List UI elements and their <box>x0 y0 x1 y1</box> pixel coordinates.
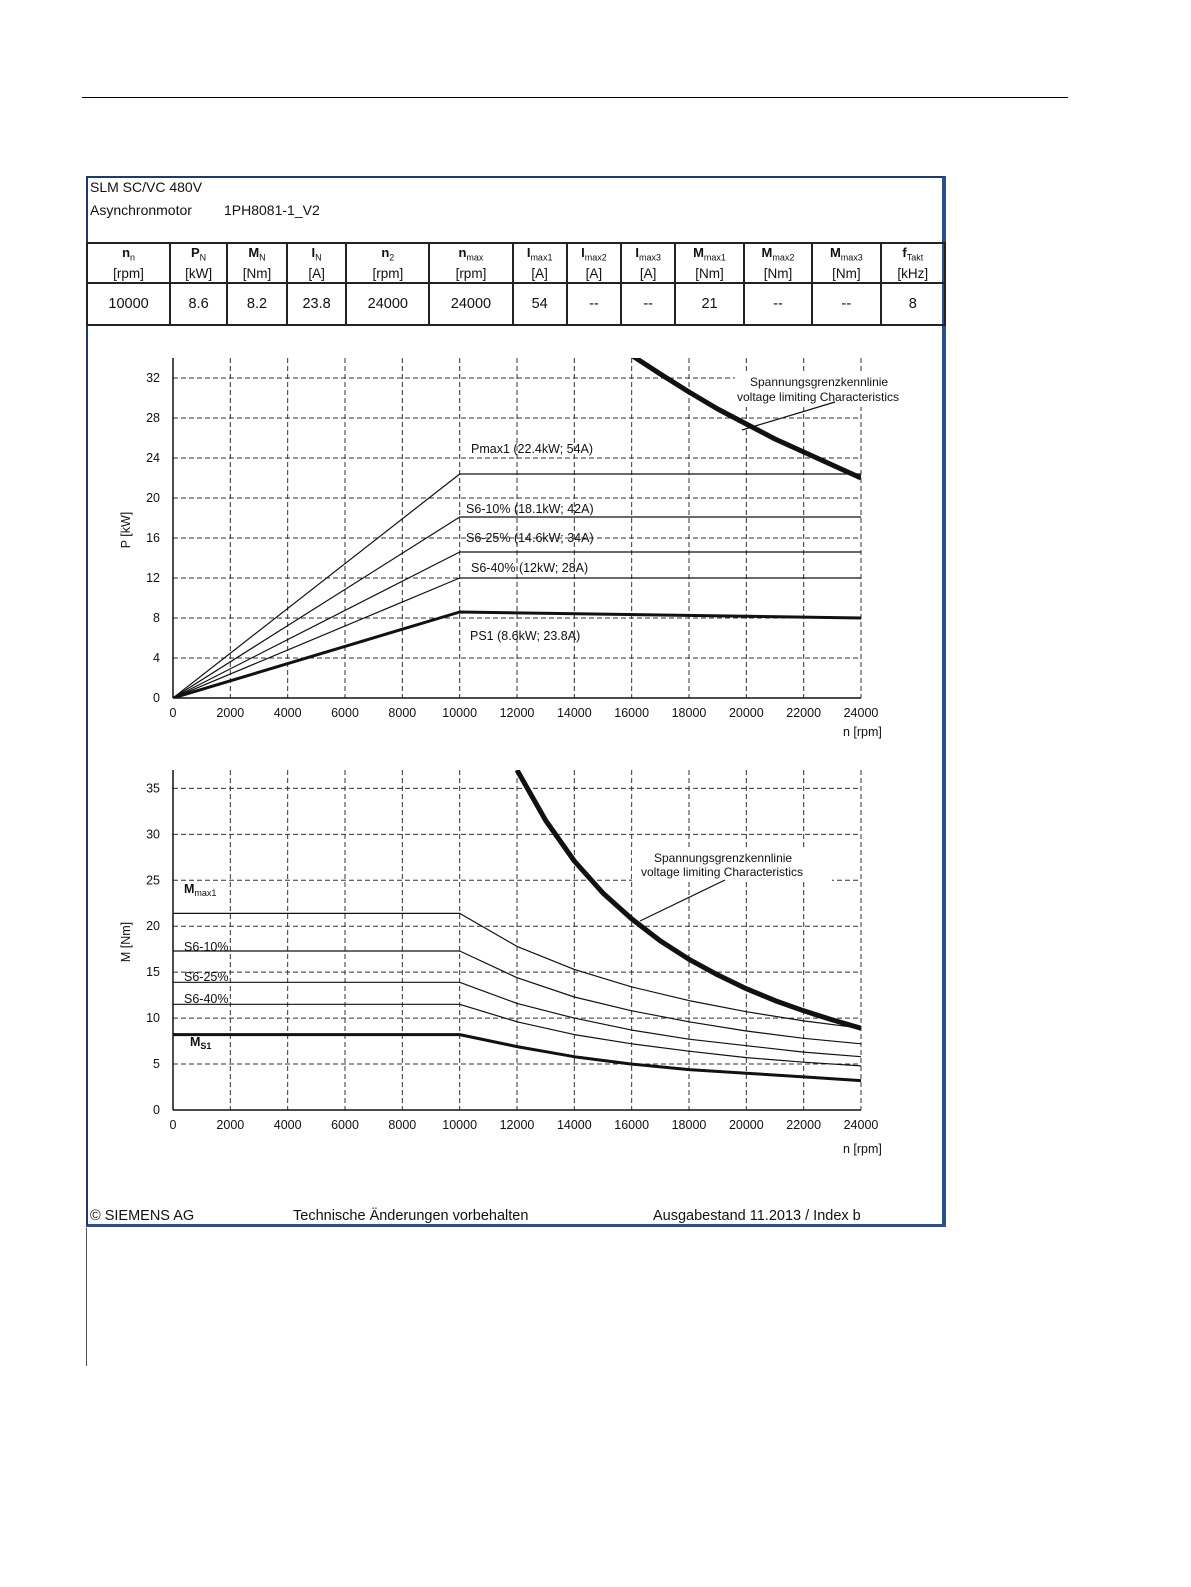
spec-symbol-5: $n_{max}$ <box>429 243 512 264</box>
y-axis-label: M [Nm] <box>119 921 133 963</box>
x-axis-label: n [rpm] <box>843 725 882 739</box>
x-tick-label-3: 6000 <box>331 1118 359 1132</box>
y-tick-label-5: 25 <box>146 873 160 888</box>
motor-type: Asynchronmotor <box>90 202 192 218</box>
torque-chart <box>119 770 882 1156</box>
y-tick-label-6: 24 <box>146 451 160 465</box>
x-tick-label-9: 18000 <box>671 706 707 720</box>
y-tick-label-4: 20 <box>146 919 160 934</box>
spec-value-11: -- <box>812 283 880 325</box>
spec-unit-9: [Nm] <box>675 264 743 283</box>
spec-unit-6: [A] <box>513 264 567 283</box>
x-tick-label-12: 24000 <box>843 1118 879 1132</box>
y-tick-label-8: 32 <box>146 371 160 385</box>
spec-symbol-8: $I_{max3}$ <box>621 243 675 264</box>
y-tick-label-3: 15 <box>146 965 160 980</box>
spec-value-1: 8.6 <box>170 283 227 325</box>
series-label-3: S6-40% (12kW; 28A) <box>471 561 589 575</box>
series-label-1: S6-10% (18.1kW; 42A) <box>466 502 594 516</box>
x-tick-label-3: 6000 <box>331 706 359 720</box>
x-tick-label-1: 2000 <box>216 706 245 720</box>
y-tick-label-1: 4 <box>153 651 160 665</box>
series-line-4 <box>173 1035 861 1081</box>
spec-value-6: 54 <box>513 283 567 325</box>
spec-value-2: 8.2 <box>227 283 287 325</box>
x-tick-label-2: 4000 <box>273 706 302 720</box>
spec-value-12: 8 <box>881 283 945 325</box>
spec-unit-2: [Nm] <box>227 264 287 283</box>
x-tick-label-12: 24000 <box>843 706 879 720</box>
spec-symbol-7: $I_{max2}$ <box>567 243 621 264</box>
footer-copyright: © SIEMENS AG <box>90 1208 195 1224</box>
y-tick-label-1: 5 <box>153 1057 160 1072</box>
spec-symbol-10: $M_{max2}$ <box>744 243 812 264</box>
spec-unit-1: [kW] <box>170 264 227 283</box>
spec-value-10: -- <box>744 283 812 325</box>
y-tick-label-4: 16 <box>146 531 160 545</box>
x-tick-label-0: 0 <box>169 1118 177 1132</box>
y-tick-label-2: 8 <box>153 611 160 625</box>
spec-unit-7: [A] <box>567 264 621 283</box>
x-tick-label-5: 10000 <box>442 706 478 720</box>
annotation-line1: Spannungsgrenzkennlinie <box>654 851 793 865</box>
spec-symbol-6: $I_{max1}$ <box>513 243 567 264</box>
motor-model: 1PH8081-1_V2 <box>224 202 320 218</box>
spec-value-8: -- <box>621 283 675 325</box>
spec-unit-12: [kHz] <box>881 264 945 283</box>
footer-edition: Ausgabestand 11.2013 / Index b <box>653 1208 861 1224</box>
x-tick-label-5: 10000 <box>442 1118 478 1132</box>
y-tick-label-0: 0 <box>153 1103 160 1117</box>
x-tick-label-4: 8000 <box>388 1118 417 1132</box>
y-tick-label-3: 12 <box>146 571 160 585</box>
x-tick-label-7: 14000 <box>556 706 592 720</box>
annotation-leader <box>640 880 725 921</box>
spec-symbol-3: $I_N$ <box>287 243 346 264</box>
x-tick-label-10: 20000 <box>728 706 764 720</box>
x-tick-label-4: 8000 <box>388 706 417 720</box>
y-tick-label-2: 10 <box>146 1011 160 1026</box>
spec-unit-11: [Nm] <box>812 264 880 283</box>
y-tick-label-7: 28 <box>146 411 160 425</box>
spec-value-3: 23.8 <box>287 283 346 325</box>
spec-value-7: -- <box>567 283 621 325</box>
annotation-line2: voltage limiting Characteristics <box>737 390 900 404</box>
spec-unit-10: [Nm] <box>744 264 812 283</box>
y-tick-label-6: 30 <box>146 827 160 842</box>
x-tick-label-6: 12000 <box>499 706 535 720</box>
spec-symbol-12: $f_{Takt}$ <box>881 243 945 264</box>
spec-symbol-1: $P_N$ <box>170 243 227 264</box>
spec-unit-4: [rpm] <box>346 264 429 283</box>
footer-notice: Technische Änderungen vorbehalten <box>293 1208 529 1224</box>
x-tick-label-2: 4000 <box>273 1118 302 1132</box>
spec-symbol-2: $M_N$ <box>227 243 287 264</box>
annotation-line1: Spannungsgrenzkennlinie <box>750 375 889 389</box>
spec-symbol-9: $M_{max1}$ <box>675 243 743 264</box>
x-tick-label-1: 2000 <box>216 1118 245 1132</box>
y-tick-label-7: 35 <box>146 781 160 796</box>
annotation-line2: voltage limiting Characteristics <box>641 865 804 879</box>
x-tick-label-8: 16000 <box>614 706 650 720</box>
series-label-4: PS1 (8.6kW; 23.8A) <box>470 629 581 643</box>
spec-value-4: 24000 <box>346 283 429 325</box>
spec-symbol-11: $M_{max3}$ <box>812 243 880 264</box>
series-label-2: S6-25% <box>184 970 229 984</box>
x-tick-label-9: 18000 <box>671 1118 707 1132</box>
power-chart <box>119 346 927 739</box>
x-tick-label-10: 20000 <box>728 1118 764 1132</box>
y-tick-label-5: 20 <box>146 491 160 505</box>
title-line1: SLM SC/VC 480V <box>90 179 203 195</box>
spec-symbol-0: $n_n$ <box>87 243 170 264</box>
spec-unit-5: [rpm] <box>429 264 512 283</box>
x-tick-label-7: 14000 <box>556 1118 592 1132</box>
series-label-3: S6-40% <box>184 992 229 1006</box>
x-tick-label-6: 12000 <box>499 1118 535 1132</box>
series-label-2: S6-25% (14.6kW; 34A) <box>466 531 594 545</box>
x-tick-label-0: 0 <box>169 706 177 720</box>
x-tick-label-11: 22000 <box>786 706 822 720</box>
x-axis-label: n [rpm] <box>843 1142 882 1156</box>
x-tick-label-8: 16000 <box>614 1118 650 1132</box>
spec-unit-3: [A] <box>287 264 346 283</box>
x-tick-label-11: 22000 <box>786 1118 822 1132</box>
spec-value-5: 24000 <box>429 283 512 325</box>
spec-unit-8: [A] <box>621 264 675 283</box>
y-tick-label-0: 0 <box>153 691 160 705</box>
series-label-4: $M_{S1}$ <box>190 1035 212 1051</box>
spec-symbol-4: $n_2$ <box>346 243 429 264</box>
series-label-1: S6-10% <box>184 940 229 954</box>
spec-value-0: 10000 <box>87 283 170 325</box>
series-label-0: Pmax1 (22.4kW; 54A) <box>471 442 594 456</box>
series-label-0: $M_{max1}$ <box>184 882 217 898</box>
spec-value-9: 21 <box>675 283 743 325</box>
y-axis-label: P [kW] <box>119 511 133 549</box>
spec-unit-0: [rpm] <box>87 264 170 283</box>
